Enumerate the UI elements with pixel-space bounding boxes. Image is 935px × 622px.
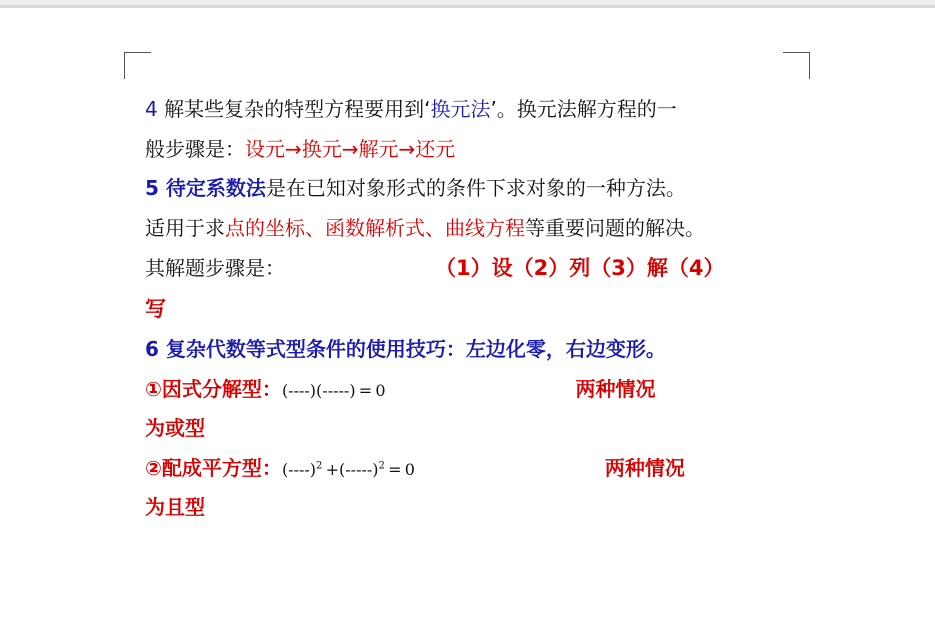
paragraph-5-text-a: 是在已知对象形式的条件下求对象的一种方法。	[265, 176, 686, 201]
paragraph-6-heading	[145, 338, 805, 362]
paragraph-5-text-b: 适用于求	[145, 215, 225, 240]
item-2-formula: $(----)^2 +(-----)^2 = 0$	[281, 459, 415, 479]
paragraph-5-heading: 5 待定系数法	[145, 176, 266, 201]
item-1-note-next-line	[145, 417, 805, 441]
item-1-line	[145, 378, 805, 402]
paragraph-5-steps-label: 其解题步骤是：	[145, 256, 285, 281]
paragraph-4-line-2	[145, 138, 805, 162]
paragraph-4-term: 换元法	[430, 97, 491, 121]
document-body	[145, 98, 805, 536]
item-2-note-next: 为且型	[145, 495, 205, 520]
item-2-line	[145, 457, 805, 481]
item-1-label: ①因式分解型：	[145, 376, 282, 401]
paragraph-5-applications: 点的坐标、函数解析式、曲线方程	[225, 215, 525, 240]
paragraph-5-line-2	[145, 217, 805, 241]
crop-mark-top-right	[783, 52, 810, 79]
window-top-strip-highlight	[0, 0, 935, 5]
paragraph-5-line-4	[145, 297, 805, 322]
paragraph-5-line-3	[145, 256, 805, 281]
crop-mark-top-left	[124, 52, 151, 79]
paragraph-4-text-a: 解某些复杂的特型方程要用到‘	[164, 97, 431, 121]
item-1-formula: (----)(-----) = 0	[281, 380, 386, 400]
paragraph-5-text-c: 等重要问题的解决。	[525, 215, 705, 240]
paragraph-5-line-1	[145, 177, 805, 201]
paragraph-4-text-b: ’。换元法解方程的一	[490, 97, 677, 121]
item-1-note-next: 为或型	[145, 416, 205, 441]
paragraph-4-number: 4	[145, 97, 165, 121]
item-2-label: ②配成平方型：	[145, 455, 282, 480]
paragraph-6-heading-text: 6 复杂代数等式型条件的使用技巧：左边化零，右边变形。	[145, 336, 666, 361]
paragraph-5-steps-value-cont: 写	[145, 297, 166, 322]
window-top-strip	[0, 0, 935, 8]
paragraph-4-steps-value: 设元→换元→解元→还元	[245, 136, 456, 161]
paragraph-5-steps-value: （1）设（2）列（3）解（4）	[435, 256, 725, 281]
item-2-note-next-line	[145, 496, 805, 520]
paragraph-4-line-1	[145, 98, 805, 122]
paragraph-4-steps-label: 般步骤是：	[145, 136, 245, 161]
item-1-note: 两种情况	[575, 376, 656, 401]
item-2-note: 两种情况	[604, 455, 685, 480]
